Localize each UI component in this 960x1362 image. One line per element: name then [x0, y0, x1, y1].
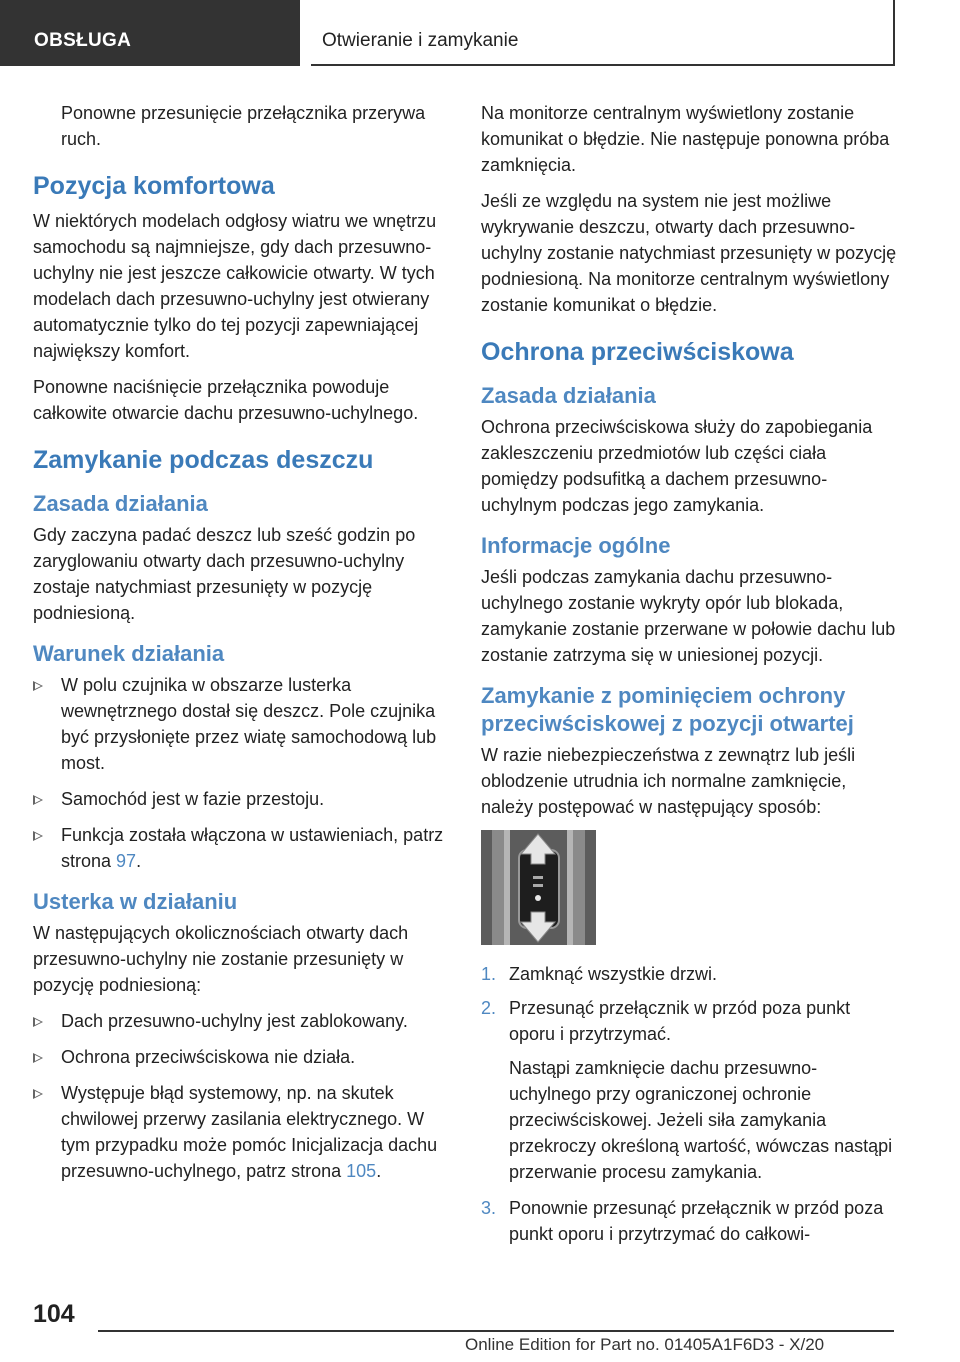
step-number: 2.	[481, 998, 497, 1018]
page-number: 104	[33, 1300, 75, 1328]
page-link-105[interactable]: 105	[346, 1161, 377, 1181]
step-item: 2. Przesunąć przełącznik w przód poza punkt oporu i przytrzymać.	[481, 995, 897, 1047]
condition-item: Samochód jest w fazie przestoju.	[33, 786, 449, 812]
chapter-label: Otwieranie i zamykanie	[322, 30, 519, 51]
chapter-tab	[311, 0, 895, 66]
edition-note: Online Edition for Part no. 01405A1F6D3 - X/20	[465, 1335, 825, 1354]
anti-trap-principle-paragraph: Ochrona przeciwściskowa służy do zapobiegania zakleszczeniu przedmiotów lub części ciała pomiędzy podsufitką a dachem przesuwno-uchylnym podczas jego zamykania.	[481, 417, 873, 515]
rain-heading: Zamykanie podczas deszczu	[33, 446, 374, 474]
anti-trap-heading: Ochrona przeciwściskowa	[481, 338, 794, 366]
comfort-paragraph-1: W niektórych modelach odgłosy wiatru we wnętrzu samochodu są najmniejsze, gdy dach przesuwno-uchylny nie jest jeszcze całkowicie otwarty. W tych modelach dach przesuwno-uchylny jest otwierany automatycznie tylko do tej pozycji zapewniającej największy komfort.	[33, 211, 437, 361]
step-item: 3. Ponownie przesunąć przełącznik w przód poza punkt oporu i przytrzymać do całkowi-	[481, 1195, 897, 1247]
comfort-heading: Pozycja komfortowa	[33, 172, 275, 200]
step-2-note: Nastąpi zamknięcie dachu przesuwno-uchylnego przy ograniczonej ochronie przeciwściskowej. Jeżeli siła zamykania przekroczy określoną wartość, wówczas nastąpi przerwanie procesu zamykania.	[509, 1058, 893, 1182]
condition-heading: Warunek działania	[33, 641, 225, 666]
intro-paragraph: Ponowne przesunięcie przełącznika przerywa ruch.	[61, 103, 426, 149]
triangle-bullet-icon	[33, 681, 43, 691]
step-item: 1. Zamknąć wszystkie drzwi.	[481, 961, 897, 987]
malfunction-item: Dach przesuwno-uchylny jest zablokowany.	[33, 1008, 449, 1034]
rain-principle-paragraph: Gdy zaczyna padać deszcz lub sześć godzin po zaryglowaniu otwarty dach przesuwno-uchylny zostaje natychmiast przesunięty w pozycję podniesioną.	[33, 525, 416, 623]
general-info-heading: Informacje ogólne	[481, 533, 671, 558]
triangle-bullet-icon	[33, 1053, 43, 1063]
section-label: OBSŁUGA	[34, 30, 132, 51]
anti-trap-principle-heading: Zasada działania	[481, 383, 656, 408]
section-tab	[0, 0, 300, 66]
page-link-97[interactable]: 97	[116, 851, 137, 871]
condition-item: Funkcja została włączona w ustawieniach, patrz strona 97.	[33, 822, 449, 874]
bypass-paragraph: W razie niebezpieczeństwa z zewnątrz lub jeśli oblodzenie utrudnia ich normalne zamknięcie, należy postępować w następujący sposób:	[481, 745, 856, 817]
comfort-paragraph-2: Ponowne naciśnięcie przełącznika powoduje całkowite otwarcie dachu przesuwno-uchylnego.	[33, 377, 419, 423]
triangle-bullet-icon	[33, 831, 43, 841]
error-paragraph-1: Na monitorze centralnym wyświetlony zostanie komunikat o błędzie. Nie następuje ponowna próba zamknięcia.	[481, 103, 890, 175]
general-info-paragraph: Jeśli podczas zamykania dachu przesuwno-uchylnego zostanie wykryty opór lub blokada, zamykanie zostanie przerwane w połowie dachu lub zostanie zatrzyma się w uniesionej pozycji.	[481, 567, 896, 665]
right-column	[481, 100, 897, 1255]
step-number: 3.	[481, 1198, 497, 1218]
bypass-heading: Zamykanie z pominięciem ochrony przeciwściskowej z pozycji otwartej	[481, 683, 854, 736]
malfunction-item: Występuje błąd systemowy, np. na skutek chwilowej przerwy zasilania elektrycznego. W tym przypadku może pomóc Inicjalizacja dachu przesuwno-uchylnego, patrz strona 105.	[33, 1080, 449, 1184]
footer-divider	[98, 1330, 894, 1332]
left-column	[33, 100, 449, 1194]
rain-principle-heading: Zasada działania	[33, 491, 208, 516]
triangle-bullet-icon	[33, 1089, 43, 1099]
triangle-bullet-icon	[33, 1017, 43, 1027]
triangle-bullet-icon	[33, 795, 43, 805]
condition-item: W polu czujnika w obszarze lusterka wewnętrznego dostał się deszcz. Pole czujnika być przysłonięte przez wiatę samochodową lub most.	[33, 672, 449, 776]
sunroof-switch-image	[481, 830, 596, 945]
error-paragraph-2: Jeśli ze względu na system nie jest możliwe wykrywanie deszczu, otwarty dach przesuwno-uchylny zostanie natychmiast przesunięty w pozycję podniesioną. Na monitorze centralnym wyświetlony zostanie komunikat o błędzie.	[481, 191, 897, 315]
malfunction-item: Ochrona przeciwściskowa nie działa.	[33, 1044, 449, 1070]
malfunction-heading: Usterka w działaniu	[33, 889, 238, 914]
step-number: 1.	[481, 964, 497, 984]
malfunction-paragraph: W następujących okolicznościach otwarty dach przesuwno-uchylny nie zostanie przesunięty w pozycję podniesioną:	[33, 923, 409, 995]
sunroof-switch-illustration	[481, 830, 596, 945]
